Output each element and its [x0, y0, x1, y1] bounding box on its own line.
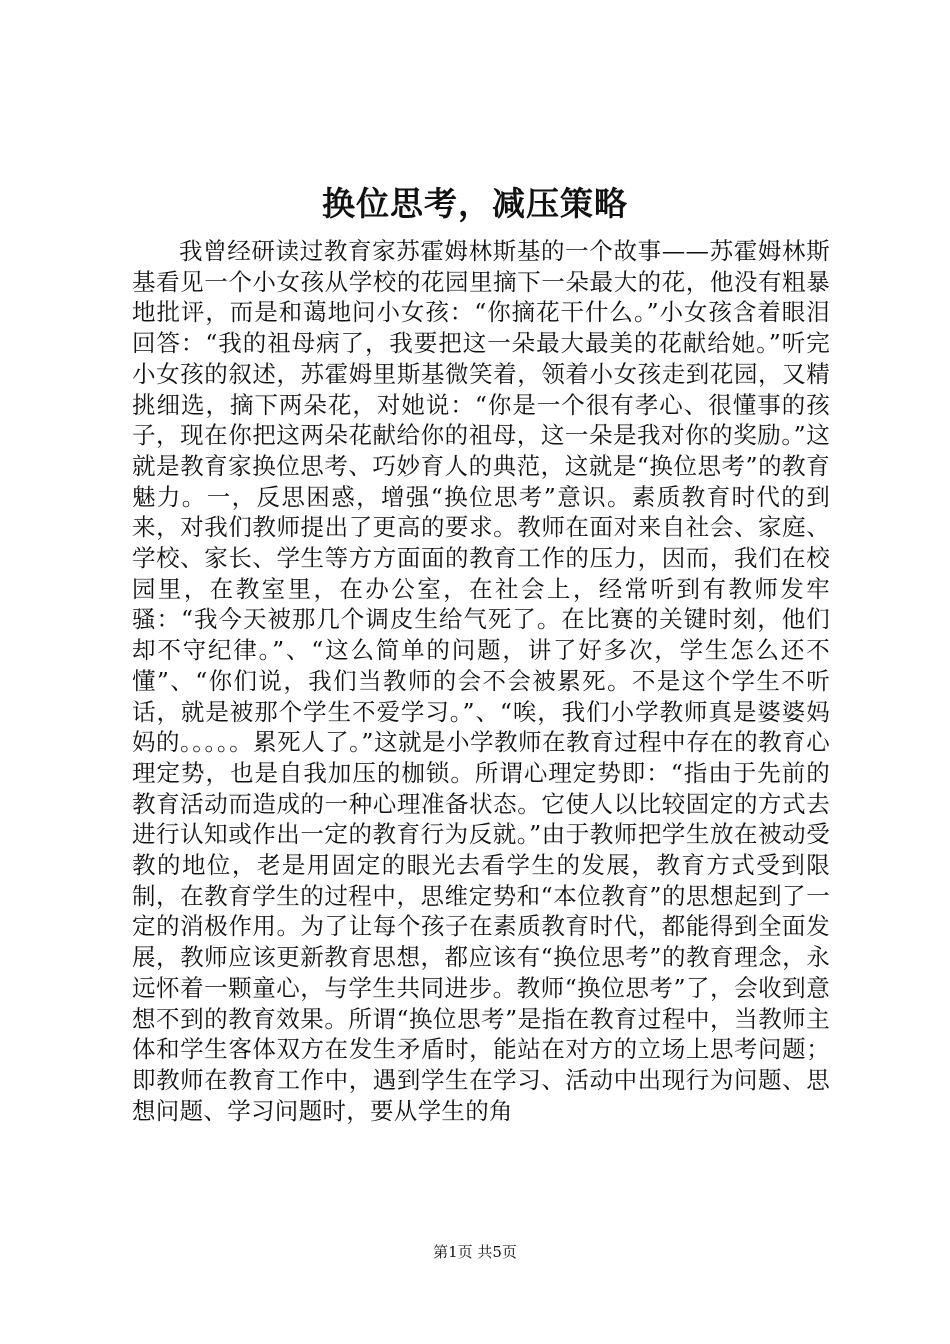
- document-title: 换位思考，减压策略: [322, 184, 628, 223]
- document-body-paragraph: 我曾经研读过教育家苏霍姆林斯基的一个故事——苏霍姆林斯基看见一个小女孩从学校的花园里摘下一朵最大的花，他没有粗暴地批评，而是和蔼地问小女孩：“你摘花干什么。”小女孩含着眼泪回答：“我的祖母病了，我要把这一朵最大最美的花献给她。”听完小女孩的叙述，苏霍姆里斯基微笑着，领着小女孩走到花园，又精挑细选，摘下两朵花，对她说：“你是一个很有孝心、很懂事的孩子，现在你把这两朵花献给你的祖母，这一朵是我对你的奖励。”这就是教育家换位思考、巧妙育人的典范，这就是“换位思考”的教育魅力。一，反思困惑，增强“换位思考”意识。素质教育时代的到来，对我们教师提出了更高的要求。教师在面对来自社会、家庭、学校、家长、学生等方方面面的教育工作的压力，因而，我们在校园里，在教室里，在办公室，在社会上，经常听到有教师发牢骚：“我今天被那几个调皮生给气死了。在比赛的关键时刻，他们却不守纪律。”、“这么简单的问题，讲了好多次，学生怎么还不懂”、“你们说，我们当教师的会不会被累死。不是这个学生不听话，就是被那个学生不爱学习。”、“唉，我们小学教师真是婆婆妈妈的。。。。。累死人了。”这就是小学教师在教育过程中存在的教育心理定势，也是自我加压的枷锁。所谓心理定势即：“指由于先前的教育活动而造成的一种心理准备状态。它使人以比较固定的方式去进行认知或作出一定的教育行为反就。”由于教师把学生放在被动受教的地位，老是用固定的眼光去看学生的发展，教育方式受到限制，在教育学生的过程中，思维定势和“本位教育”的思想起到了一定的消极作用。为了让每个孩子在素质教育时代，都能得到全面发展，教师应该更新教育思想，都应该有“换位思考”的教育理念，永远怀着一颗童心，与学生共同进步。教师“换位思考”了，会收到意想不到的教育效果。所谓“换位思考”是指在教育过程中，当教师主体和学生客体双方在发生矛盾时，能站在对方的立场上思考问题；即教师在教育工作中，遇到学生在学习、活动中出现行为问题、思想问题、学习问题时，要从学生的角: [132, 237, 830, 1125]
- page-footer: 第1页 共5页: [433, 1243, 517, 1261]
